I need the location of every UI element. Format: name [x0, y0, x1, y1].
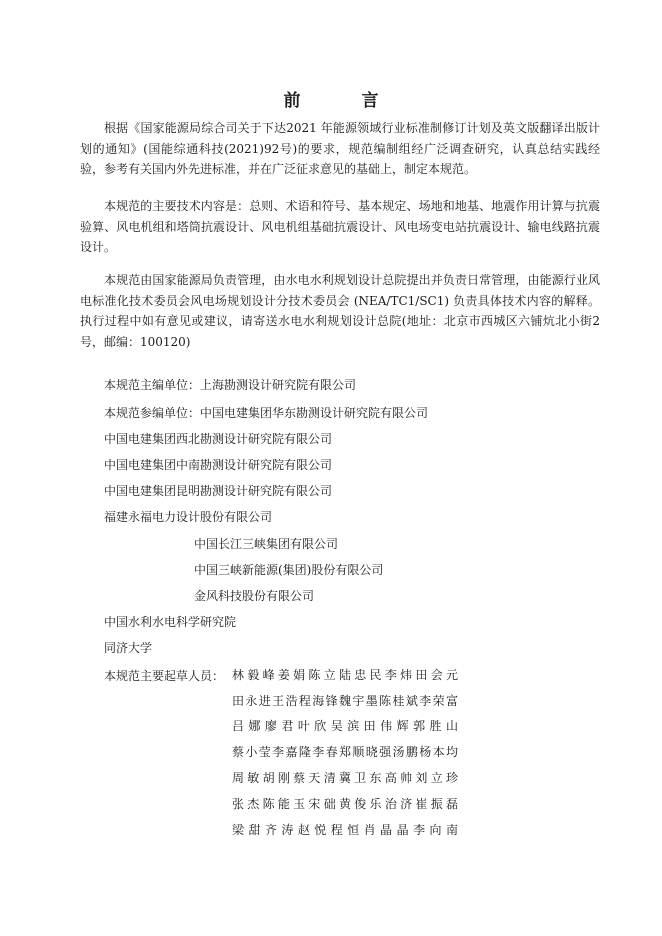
co-editor-unit: 中国三峡新能源(集团)股份有限公司: [194, 563, 384, 577]
paragraph-contents: 本规范的主要技术内容是：总则、术语和符号、基本规定、场地和地基、地震作用计算与抗震验算、风电机组和塔筒抗震设计、风电机组基础抗震设计、风电场变电站抗震设计、输电线路抗震设计。: [80, 199, 600, 254]
co-editor-unit: 中国电建集团昆明勘测设计研究院有限公司: [104, 484, 333, 498]
drafters-row: 林毅峰姜娟陈立陆忠民李炜田会元: [232, 668, 458, 682]
page-title: 前 言: [283, 91, 401, 111]
paragraph-basis: 根据《国家能源局综合司关于下达2021 年能源领域行业标准制修订计划及英文版翻译出版计划的通知》(国能综通科技(2021)92号)的要求，规范编制组经广泛调查研究，认真总结实践经验，参考有关国内外先进标准，并在广泛征求意见的基础上，制定本规范。: [80, 121, 600, 176]
co-editor-unit: 中国电建集团中南勘测设计研究院有限公司: [104, 458, 333, 472]
co-editor-unit: 中国长江三峡集团有限公司: [194, 537, 339, 551]
drafters-row: 蔡小莹李嘉隆李春郑顺晓强汤鹏杨本均: [232, 745, 458, 759]
co-editor-unit: 同济大学: [104, 641, 153, 655]
drafters-label: 本规范主要起草人员：: [104, 669, 225, 683]
drafters-row: 吕娜廖君叶欣吴滨田伟辉郭胜山: [232, 719, 458, 733]
drafters-row: 梁甜齐涛赵悦程恒肖晶晶李向南: [232, 823, 458, 837]
paragraph-management: 本规范由国家能源局负责管理，由水电水利规划设计总院提出并负责日常管理，由能源行业风电标准化技术委员会风电场规划设计分技术委员会 (NEA/TC1/SC1) 负责具体技术内容的解释。执行过程中如有意见或建议，请寄送水电水利规划设计总院(地址：北京市西城区六铺炕北小街2号，邮编：100120): [80, 273, 600, 349]
co-editor-unit: 福建永福电力设计股份有限公司: [104, 510, 273, 524]
drafters-row: 田永进王浩程海锋魏宇墨陈桂斌李荣富: [232, 694, 458, 708]
co-editor-unit: 金风科技股份有限公司: [194, 589, 315, 603]
co-editor-unit: 中国水利水电科学研究院: [104, 615, 237, 629]
chief-editor-unit: 本规范主编单位：上海勘测设计研究院有限公司: [104, 378, 357, 392]
co-editor-unit: 中国电建集团西北勘测设计研究院有限公司: [104, 432, 333, 446]
co-editor-unit-first: 本规范参编单位：中国电建集团华东勘测设计研究院有限公司: [104, 406, 429, 420]
drafters-row: 周敏胡刚蔡天清冀卫东高帅刘立珍: [232, 771, 458, 785]
drafters-row: 张杰陈能玉宋础黄俊乐治济崔振磊: [232, 797, 458, 811]
